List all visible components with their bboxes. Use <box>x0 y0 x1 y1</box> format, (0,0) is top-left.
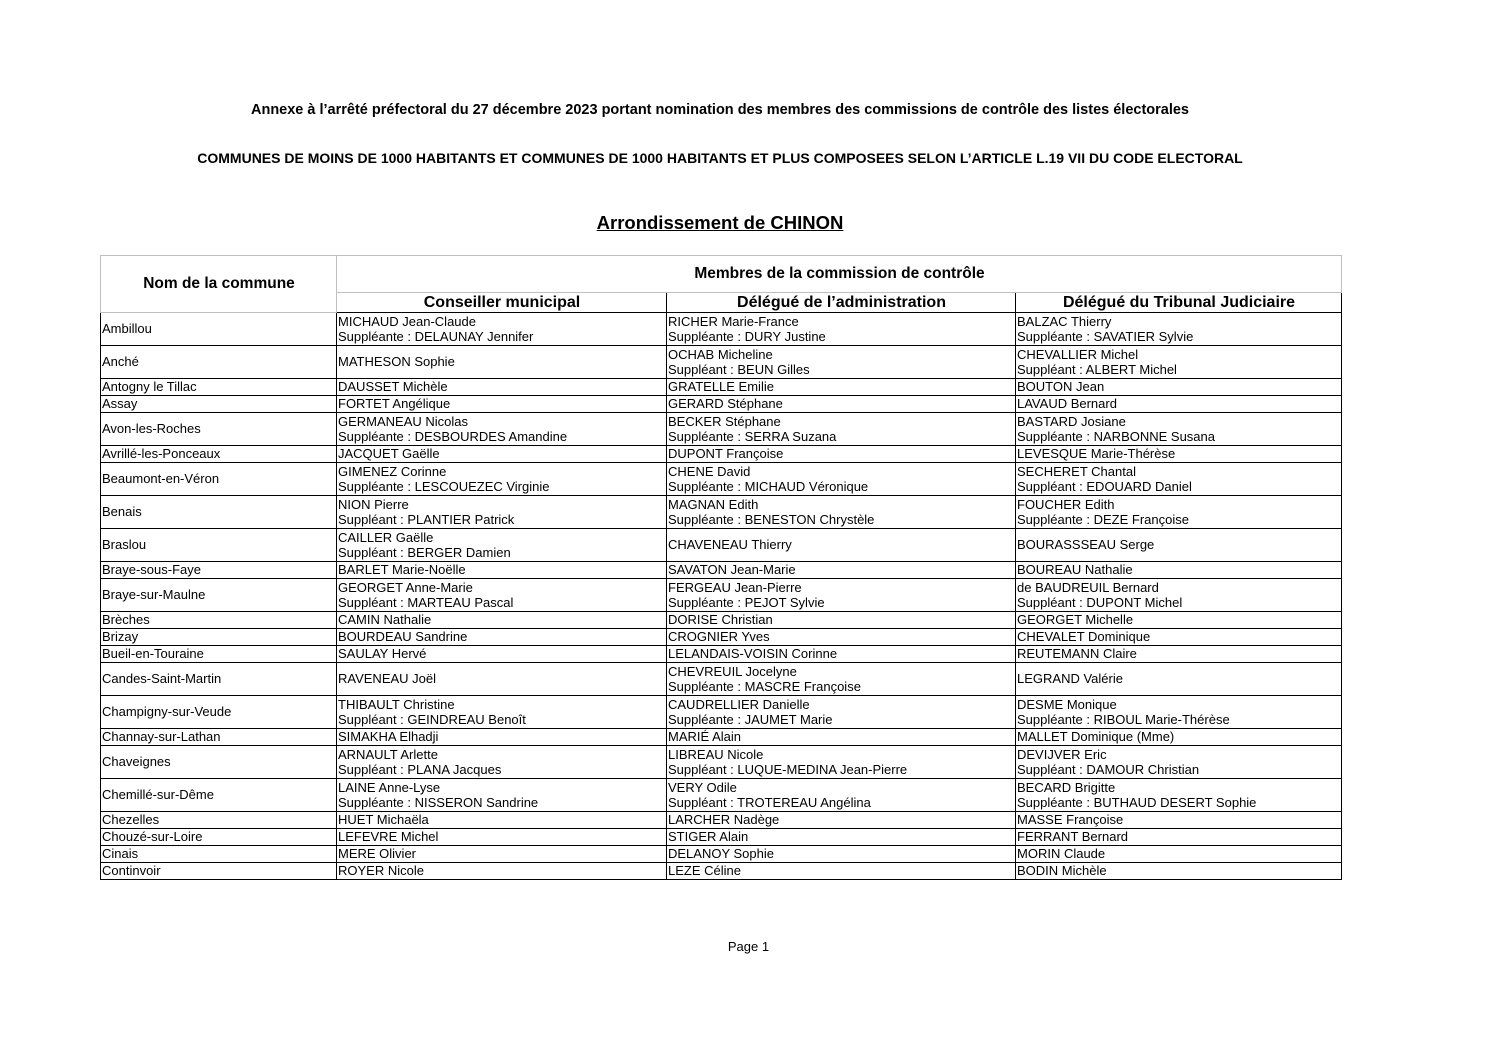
administration-titulaire: LIBREAU Nicole <box>668 746 764 762</box>
conseiller-cell <box>337 863 667 880</box>
tribunal-cell <box>1016 846 1342 863</box>
tribunal-titulaire: MASSE Françoise <box>1017 812 1124 828</box>
conseiller-suppleant: Suppléante : DELAUNAY Jennifer <box>338 329 534 344</box>
arrondissement-heading: Arrondissement de CHINON <box>596 212 844 233</box>
tribunal-titulaire: LEGRAND Valérie <box>1017 671 1123 687</box>
administration-titulaire: DELANOY Sophie <box>668 846 774 862</box>
tribunal-titulaire: GEORGET Michelle <box>1017 612 1134 628</box>
conseiller-titulaire: BOURDEAU Sandrine <box>338 629 468 645</box>
table-row <box>101 396 1342 413</box>
header-tribunal: Délégué du Tribunal Judiciaire <box>1016 293 1342 313</box>
administration-titulaire: STIGER Alain <box>668 829 749 845</box>
conseiller-titulaire: THIBAULT Christine <box>338 696 455 712</box>
conseiller-cell <box>337 346 667 379</box>
annex-title: Annexe à l’arrêté préfectoral du 27 décembre 2023 portant nomination des membres des commissions de contrôle des listes électorales <box>250 102 1189 118</box>
tribunal-cell <box>1016 663 1342 696</box>
tribunal-titulaire: BOUREAU Nathalie <box>1017 562 1133 578</box>
commune-name: Avon-les-Roches <box>101 413 337 446</box>
communes-subtitle: COMMUNES DE MOINS DE 1000 HABITANTS ET COMMUNES DE 1000 HABITANTS ET PLUS COMPOSEES SELON L’ARTICLE L.19 VII DU CODE ELECTORAL <box>197 150 1243 166</box>
tribunal-suppleant: Suppléante : DEZE Françoise <box>1017 512 1189 527</box>
header-administration: Délégué de l’administration <box>667 293 1016 313</box>
tribunal-titulaire: SECHERET Chantal <box>1017 463 1136 479</box>
commune-name: Chemillé-sur-Dême <box>101 779 337 812</box>
conseiller-titulaire: GERMANEAU Nicolas <box>338 413 469 429</box>
table-row <box>101 413 1342 446</box>
tribunal-cell <box>1016 746 1342 779</box>
tribunal-titulaire: DESME Monique <box>1017 696 1117 712</box>
administration-titulaire: CHEVREUIL Jocelyne <box>668 663 797 679</box>
table-row <box>101 646 1342 663</box>
administration-titulaire: GERARD Stéphane <box>668 396 783 412</box>
commune-name: Cinais <box>101 846 337 863</box>
tribunal-cell <box>1016 579 1342 612</box>
tribunal-titulaire: FOUCHER Edith <box>1017 496 1115 512</box>
conseiller-titulaire: MERE Olivier <box>338 846 417 862</box>
conseiller-cell <box>337 612 667 629</box>
commune-name: Avrillé-les-Ponceaux <box>101 446 337 463</box>
conseiller-cell <box>337 579 667 612</box>
administration-cell <box>667 529 1016 562</box>
table-row <box>101 379 1342 396</box>
conseiller-cell <box>337 313 667 346</box>
commune-name: Benais <box>101 496 337 529</box>
table-row <box>101 812 1342 829</box>
commune-name: Brèches <box>101 612 337 629</box>
administration-cell <box>667 779 1016 812</box>
conseiller-cell <box>337 746 667 779</box>
header-members-group: Membres de la commission de contrôle <box>337 256 1342 293</box>
tribunal-cell <box>1016 313 1342 346</box>
commune-name: Braye-sur-Maulne <box>101 579 337 612</box>
administration-cell <box>667 812 1016 829</box>
tribunal-cell <box>1016 346 1342 379</box>
administration-cell <box>667 663 1016 696</box>
table-row <box>101 696 1342 729</box>
commune-name: Champigny-sur-Veude <box>101 696 337 729</box>
tribunal-titulaire: LAVAUD Bernard <box>1017 396 1117 412</box>
administration-cell <box>667 346 1016 379</box>
conseiller-titulaire: BARLET Marie-Noëlle <box>338 562 466 578</box>
conseiller-titulaire: GEORGET Anne-Marie <box>338 579 473 595</box>
tribunal-suppleant: Suppléant : DAMOUR Christian <box>1017 762 1200 777</box>
conseiller-cell <box>337 829 667 846</box>
administration-titulaire: GRATELLE Emilie <box>668 379 774 395</box>
conseiller-suppleant: Suppléant : MARTEAU Pascal <box>338 595 514 610</box>
conseiller-titulaire: CAILLER Gaëlle <box>338 529 434 545</box>
table-row <box>101 829 1342 846</box>
commune-name: Chaveignes <box>101 746 337 779</box>
conseiller-titulaire: CAMIN Nathalie <box>338 612 432 628</box>
tribunal-titulaire: LEVESQUE Marie-Thérèse <box>1017 446 1176 462</box>
administration-titulaire: CHAVENEAU Thierry <box>668 537 792 553</box>
tribunal-titulaire: DEVIJVER Eric <box>1017 746 1107 762</box>
tribunal-titulaire: BOUTON Jean <box>1017 379 1105 395</box>
tribunal-suppleant: Suppléante : NARBONNE Susana <box>1017 429 1215 444</box>
tribunal-titulaire: MALLET Dominique (Mme) <box>1017 729 1175 745</box>
tribunal-cell <box>1016 379 1342 396</box>
commune-name: Chouzé-sur-Loire <box>101 829 337 846</box>
administration-titulaire: RICHER Marie-France <box>668 313 799 329</box>
administration-cell <box>667 729 1016 746</box>
conseiller-cell <box>337 446 667 463</box>
conseiller-titulaire: LAINE Anne-Lyse <box>338 779 441 795</box>
conseiller-titulaire: RAVENEAU Joël <box>338 671 437 687</box>
tribunal-cell <box>1016 562 1342 579</box>
commune-name: Ambillou <box>101 313 337 346</box>
commune-name: Anché <box>101 346 337 379</box>
administration-cell <box>667 446 1016 463</box>
tribunal-cell <box>1016 496 1342 529</box>
conseiller-suppleant: Suppléant : PLANA Jacques <box>338 762 502 777</box>
conseiller-titulaire: ARNAULT Arlette <box>338 746 438 762</box>
tribunal-titulaire: BECARD Brigitte <box>1017 779 1116 795</box>
page-number: Page 1 <box>727 939 770 954</box>
administration-suppleant: Suppléant : TROTEREAU Angélina <box>668 795 871 810</box>
administration-suppleant: Suppléante : BENESTON Chrystèle <box>668 512 875 527</box>
conseiller-cell <box>337 379 667 396</box>
conseiller-titulaire: NION Pierre <box>338 496 409 512</box>
administration-titulaire: CAUDRELLIER Danielle <box>668 696 810 712</box>
commune-name: Brizay <box>101 629 337 646</box>
administration-titulaire: MARIÉ Alain <box>668 729 741 745</box>
tribunal-cell <box>1016 696 1342 729</box>
administration-titulaire: LELANDAIS-VOISIN Corinne <box>668 646 838 662</box>
tribunal-cell <box>1016 829 1342 846</box>
conseiller-titulaire: ROYER Nicole <box>338 863 424 879</box>
administration-cell <box>667 396 1016 413</box>
conseiller-cell <box>337 396 667 413</box>
tribunal-titulaire: BOURASSSEAU Serge <box>1017 537 1155 553</box>
table-row <box>101 612 1342 629</box>
administration-titulaire: LEZE Céline <box>668 863 741 879</box>
table-row <box>101 562 1342 579</box>
header-commune: Nom de la commune <box>101 256 337 313</box>
tribunal-suppleant: Suppléante : BUTHAUD DESERT Sophie <box>1017 795 1257 810</box>
administration-titulaire: BECKER Stéphane <box>668 413 781 429</box>
conseiller-cell <box>337 846 667 863</box>
conseiller-cell <box>337 463 667 496</box>
administration-suppleant: Suppléante : SERRA Suzana <box>668 429 837 444</box>
tribunal-cell <box>1016 812 1342 829</box>
tribunal-suppleant: Suppléant : EDOUARD Daniel <box>1017 479 1192 494</box>
table-row <box>101 663 1342 696</box>
tribunal-titulaire: CHEVALET Dominique <box>1017 629 1151 645</box>
administration-cell <box>667 612 1016 629</box>
conseiller-titulaire: SAULAY Hervé <box>338 646 427 662</box>
tribunal-cell <box>1016 612 1342 629</box>
administration-suppleant: Suppléante : MASCRE Françoise <box>668 679 861 694</box>
administration-titulaire: MAGNAN Edith <box>668 496 759 512</box>
administration-titulaire: DUPONT Françoise <box>668 446 784 462</box>
conseiller-suppleant: Suppléant : BERGER Damien <box>338 545 511 560</box>
table-row <box>101 313 1342 346</box>
administration-suppleant: Suppléante : DURY Justine <box>668 329 826 344</box>
tribunal-cell <box>1016 529 1342 562</box>
commune-name: Assay <box>101 396 337 413</box>
table-row <box>101 446 1342 463</box>
conseiller-titulaire: MICHAUD Jean-Claude <box>338 313 476 329</box>
conseiller-cell <box>337 729 667 746</box>
conseiller-titulaire: MATHESON Sophie <box>338 354 455 370</box>
administration-suppleant: Suppléante : PEJOT Sylvie <box>668 595 825 610</box>
table-row <box>101 346 1342 379</box>
conseiller-cell <box>337 696 667 729</box>
table-row <box>101 496 1342 529</box>
tribunal-cell <box>1016 629 1342 646</box>
tribunal-suppleant: Suppléante : RIBOUL Marie-Thérèse <box>1017 712 1230 727</box>
conseiller-cell <box>337 529 667 562</box>
conseiller-cell <box>337 413 667 446</box>
conseiller-cell <box>337 562 667 579</box>
table-row <box>101 579 1342 612</box>
conseiller-titulaire: HUET Michaëla <box>338 812 429 828</box>
administration-titulaire: DORISE Christian <box>668 612 773 628</box>
conseiller-cell <box>337 779 667 812</box>
tribunal-cell <box>1016 446 1342 463</box>
tribunal-cell <box>1016 779 1342 812</box>
administration-cell <box>667 629 1016 646</box>
table-row <box>101 629 1342 646</box>
table-row <box>101 529 1342 562</box>
conseiller-titulaire: GIMENEZ Corinne <box>338 463 447 479</box>
administration-cell <box>667 313 1016 346</box>
administration-suppleant: Suppléante : MICHAUD Véronique <box>668 479 869 494</box>
commune-name: Channay-sur-Lathan <box>101 729 337 746</box>
conseiller-titulaire: SIMAKHA Elhadji <box>338 729 439 745</box>
commune-name: Braye-sous-Faye <box>101 562 337 579</box>
commune-name: Continvoir <box>101 863 337 880</box>
administration-titulaire: OCHAB Micheline <box>668 346 773 362</box>
administration-titulaire: LARCHER Nadège <box>668 812 780 828</box>
tribunal-titulaire: BALZAC Thierry <box>1017 313 1112 329</box>
administration-cell <box>667 496 1016 529</box>
administration-cell <box>667 579 1016 612</box>
tribunal-titulaire: BODIN Michèle <box>1017 863 1107 879</box>
administration-cell <box>667 463 1016 496</box>
commune-name: Candes-Saint-Martin <box>101 663 337 696</box>
conseiller-titulaire: FORTET Angélique <box>338 396 451 412</box>
commune-name: Chezelles <box>101 812 337 829</box>
administration-cell <box>667 863 1016 880</box>
administration-cell <box>667 379 1016 396</box>
table-row <box>101 746 1342 779</box>
administration-titulaire: SAVATON Jean-Marie <box>668 562 796 578</box>
commune-name: Beaumont-en-Véron <box>101 463 337 496</box>
commune-name: Antogny le Tillac <box>101 379 337 396</box>
tribunal-titulaire: FERRANT Bernard <box>1017 829 1129 845</box>
administration-cell <box>667 646 1016 663</box>
tribunal-cell <box>1016 863 1342 880</box>
tribunal-cell <box>1016 396 1342 413</box>
tribunal-titulaire: CHEVALLIER Michel <box>1017 346 1139 362</box>
administration-cell <box>667 413 1016 446</box>
header-conseiller: Conseiller municipal <box>337 293 667 313</box>
tribunal-titulaire: BASTARD Josiane <box>1017 413 1126 429</box>
administration-suppleant: Suppléant : LUQUE-MEDINA Jean-Pierre <box>668 762 908 777</box>
table-row <box>101 779 1342 812</box>
conseiller-suppleant: Suppléant : PLANTIER Patrick <box>338 512 515 527</box>
table-row <box>101 863 1342 880</box>
administration-suppleant: Suppléant : BEUN Gilles <box>668 362 810 377</box>
administration-cell <box>667 829 1016 846</box>
commune-name: Bueil-en-Touraine <box>101 646 337 663</box>
conseiller-suppleant: Suppléante : LESCOUEZEC Virginie <box>338 479 550 494</box>
administration-titulaire: CROGNIER Yves <box>668 629 770 645</box>
administration-titulaire: VERY Odile <box>668 779 737 795</box>
tribunal-cell <box>1016 646 1342 663</box>
tribunal-cell <box>1016 729 1342 746</box>
administration-cell <box>667 746 1016 779</box>
administration-cell <box>667 846 1016 863</box>
conseiller-cell <box>337 629 667 646</box>
tribunal-cell <box>1016 463 1342 496</box>
conseiller-cell <box>337 496 667 529</box>
tribunal-cell <box>1016 413 1342 446</box>
conseiller-cell <box>337 646 667 663</box>
administration-titulaire: CHENE David <box>668 463 751 479</box>
tribunal-titulaire: de BAUDREUIL Bernard <box>1017 579 1159 595</box>
administration-cell <box>667 562 1016 579</box>
administration-cell <box>667 696 1016 729</box>
tribunal-suppleant: Suppléant : DUPONT Michel <box>1017 595 1183 610</box>
conseiller-cell <box>337 663 667 696</box>
conseiller-suppleant: Suppléante : DESBOURDES Amandine <box>338 429 568 444</box>
administration-titulaire: FERGEAU Jean-Pierre <box>668 579 802 595</box>
table-row <box>101 729 1342 746</box>
conseiller-titulaire: LEFEVRE Michel <box>338 829 439 845</box>
conseiller-cell <box>337 812 667 829</box>
tribunal-suppleant: Suppléante : SAVATIER Sylvie <box>1017 329 1194 344</box>
commission-table <box>100 255 1342 880</box>
tribunal-titulaire: REUTEMANN Claire <box>1017 646 1137 662</box>
tribunal-suppleant: Suppléant : ALBERT Michel <box>1017 362 1177 377</box>
commune-name: Braslou <box>101 529 337 562</box>
conseiller-suppleant: Suppléante : NISSERON Sandrine <box>338 795 539 810</box>
table-body <box>101 313 1342 880</box>
administration-suppleant: Suppléante : JAUMET Marie <box>668 712 833 727</box>
conseiller-suppleant: Suppléant : GEINDREAU Benoît <box>338 712 526 727</box>
conseiller-titulaire: JACQUET Gaëlle <box>338 446 440 462</box>
table-row <box>101 846 1342 863</box>
conseiller-titulaire: DAUSSET Michèle <box>338 379 448 395</box>
tribunal-titulaire: MORIN Claude <box>1017 846 1106 862</box>
table-row <box>101 463 1342 496</box>
